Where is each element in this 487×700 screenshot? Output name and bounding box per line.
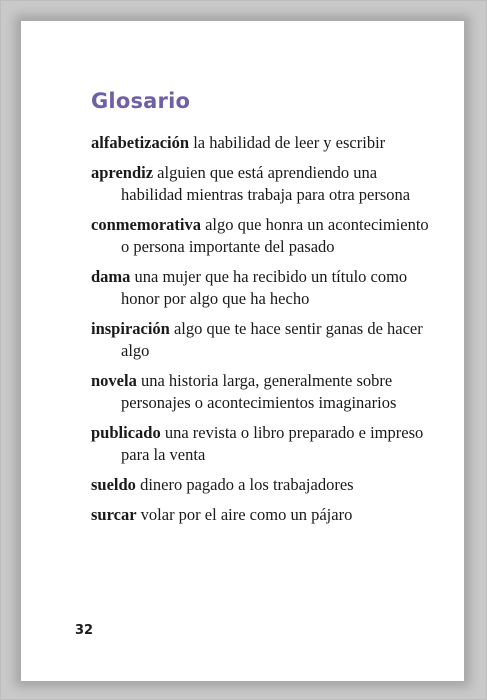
glossary-term: publicado (91, 423, 161, 442)
glossary-entry (91, 214, 431, 258)
glossary-definition: algo que honra un acontecimiento o persona importante del pasado (121, 215, 429, 256)
glossary-definition: algo que te hace sentir ganas de hacer algo (121, 319, 423, 360)
glossary-definition: la habilidad de leer y escribir (193, 133, 386, 152)
glossary-definition: dinero pagado a los trabajadores (140, 475, 354, 494)
glossary-definition: una mujer que ha recibido un título como honor por algo que ha hecho (121, 267, 408, 308)
glossary-entry (91, 422, 431, 466)
glossary-definition: una historia larga, generalmente sobre personajes o acontecimientos imaginarios (121, 371, 397, 412)
glossary-term: conmemorativa (91, 215, 201, 234)
glossary-definition: volar por el aire como un pájaro (140, 505, 353, 524)
glossary-list (91, 132, 431, 534)
page-number: 32 (75, 623, 94, 638)
glossary-term: dama (91, 267, 131, 286)
glossary-term: novela (91, 371, 137, 390)
glossary-term: surcar (91, 505, 137, 524)
glossary-term: inspiración (91, 319, 170, 338)
glossary-entry (91, 370, 431, 414)
glossary-definition: una revista o libro preparado e impreso para la venta (121, 423, 424, 464)
glossary-entry (91, 132, 431, 154)
glossary-entry (91, 474, 431, 496)
page-title: Glosario (91, 89, 191, 113)
glossary-entry (91, 162, 431, 206)
glossary-entry (91, 318, 431, 362)
glossary-entry (91, 504, 431, 526)
glossary-definition: alguien que está aprendiendo una habilidad mientras trabaja para otra persona (121, 163, 411, 204)
glossary-term: aprendiz (91, 163, 154, 182)
glossary-term: sueldo (91, 475, 136, 494)
book-page (21, 21, 464, 681)
glossary-entry (91, 266, 431, 310)
glossary-term: alfabetización (91, 133, 190, 152)
